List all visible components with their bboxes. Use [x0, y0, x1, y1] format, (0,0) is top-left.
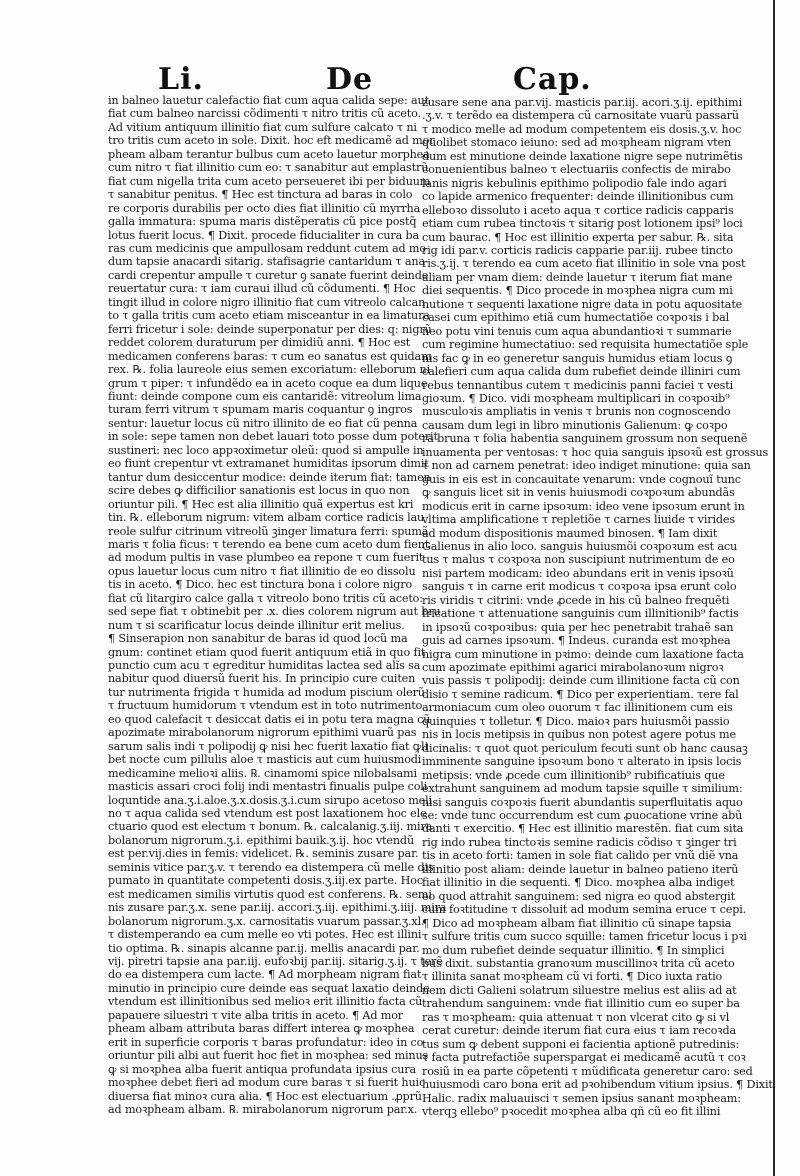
- text-line: τ non ad carnem penetrat: ideo indiget minutione: quia san: [422, 459, 751, 473]
- text-line: to τ galla tritis cum aceto etiam misceantur in ea limatura: [108, 309, 430, 323]
- text-line: ctuario quod est electum τ bonum. ℞. calcalanig.ʒ.iij. mira: [108, 820, 433, 834]
- text-line: cardi crepentur ampulle τ curetur ꝯ sanate fuerint deinde: [108, 268, 429, 282]
- text-line: turam ferri vitrum τ spumam maris coquantur ꝯ ingros: [108, 403, 413, 417]
- text-line: dum tapsie anacardi sitarig. stafisagrie cantaridum τ ana: [108, 255, 425, 269]
- text-line: danti τ exercitio. ¶ Hec est illinitio marestẽn. fiat cum sita: [422, 822, 744, 836]
- text-line: moꝛphee debet fieri ad modum cure baras τ si fuerit huic: [108, 1076, 426, 1090]
- text-line: diei sequentis. ¶ Dico procede in moꝛphea nigra cum mi: [422, 284, 733, 298]
- text-line: sarum salis indi τ polipodij ꝙ nisi hec fuerit laxatio fiat ꝙli: [108, 739, 428, 753]
- text-line: rig indo rubea tinctoꝛis semine radicis cõdiso τ ꝫinger tri: [422, 835, 737, 849]
- text-line: nis fac ꝙ in eo generetur sanguis humidus etiam locus ꝯ: [422, 351, 733, 365]
- text-line: co lapide armenico frequenter: deinde illinitionibus cum: [422, 190, 734, 204]
- text-line: nisi sanguis coꝛpoꝛis fuerit abundantis superfluitatis aquo: [422, 795, 743, 809]
- page-edge-rule: [773, 0, 775, 1176]
- text-line: cum regimine humectatiuo: sed requisita humectatiõe sple: [422, 338, 749, 352]
- text-line: rig idi par.v. corticis radicis capparie par.iij. rubee tincto: [422, 243, 733, 257]
- text-line: oriuntur pili albi aut fuerit hoc fiet in moꝛphea: sed minus: [108, 1049, 429, 1063]
- text-line: reuertatur cura: τ iam curaui illud cũ cõdumenti. ¶ Hoc: [108, 282, 416, 296]
- text-line: seminis vitice par.ʒ.v. τ terendo ea distempera cũ melle dis: [108, 860, 434, 874]
- text-line: bet nocte cum pillulis aloe τ masticis aut cum huiusmodi: [108, 753, 422, 767]
- text-line: illinitio post aliam: deinde lauetur in balneo patieno iterũ: [422, 862, 739, 876]
- text-line: ad moꝛpheam albam. ℞. mirabolanorum nigrorum par.x.: [108, 1102, 418, 1116]
- text-line: est medicamen similis virtutis quod est conferens. ℞. semi: [108, 887, 432, 901]
- text-line: lanis nigris kebulinis epithimo polipodio fale indo agari: [422, 176, 727, 190]
- text-line: dum est minutione deinde laxatione nigre sepe nutrimẽtis: [422, 149, 743, 163]
- text-line: medicamen conferens baras: τ cum eo sanatus est quidam: [108, 349, 432, 363]
- text-line: ras cum medicinis que ampullosam reddunt cutem ad mo: [108, 241, 426, 255]
- text-line: .ʒ.v. τ terẽdo ea distempera cũ carnositate vuarũ passarũ: [422, 109, 739, 123]
- text-line: scire debes ꝙ difficilior sanationis est locus in quo non: [108, 484, 410, 498]
- text-line: tin. ℞. elleborum nigrum: vitem albam cortice radicis lau: [108, 511, 425, 525]
- text-line: cum foꝛtitudine τ dissoluit ad modum semina eruce τ cepi.: [422, 903, 747, 917]
- text-line: lotus fuerit locus. ¶ Dixit. procede fiducialiter in cura ba: [108, 228, 420, 242]
- text-line: ꝙ si moꝛphea alba fuerit antiqua profundata ipsius cura: [108, 1062, 416, 1076]
- text-line: causam dum legi in libro minutionis Galienum: ꝙ coꝛpo: [422, 418, 728, 432]
- text-line: casei cum epithimo etiã cum humectatiõe coꝛpoꝛis i bal: [422, 311, 730, 325]
- text-line: eo quod attrahit sanguinem: sed nigra eo quod abstergit: [422, 889, 735, 903]
- text-line: do ea distempera cum lacte. ¶ Ad morpheam nigram fiat: [108, 968, 422, 982]
- text-line: tis in aceto forti: tamen in sole fiat calido per vnũ diẽ vna: [422, 849, 739, 863]
- text-line: conuenientibus balneo τ electuariis confectis de mirabo: [422, 163, 731, 177]
- text-line: pumato in quantitate competenti dosis.ʒ.iij.ex parte. Hoc: [108, 874, 423, 888]
- text-line: tio optima. ℞. sinapis alcanne par.ij. mellis anacardi par.: [108, 941, 420, 955]
- text-line: tus sum ꝙ debent supponi ei facientia aptionẽ putredinis:: [422, 1037, 740, 1051]
- text-line: fiat cũ litargiro calce galla τ vitreolo bono tritis cũ aceto:: [108, 591, 423, 605]
- text-line: tantur dum desiccentur modice: deinde iterum fiat: tamen: [108, 470, 431, 484]
- text-line: tro tritis cum aceto in sole. Dixit. hoc eft medicamẽ ad mor: [108, 134, 435, 148]
- text-line: in ipsoꝛũ coꝛpoꝛibus: quia per hec penetrabit trahaẽ san: [422, 620, 734, 634]
- text-line: ¶ Sinserapion non sanabitur de baras id quod locũ ma: [108, 632, 408, 646]
- text-line: punctio cum acu τ egreditur humiditas lactea sed alĩs sa: [108, 659, 421, 673]
- text-line: reddet colorem duraturum per dimidiũ anni. ¶ Hoc est: [108, 336, 411, 350]
- text-line: eo quod calefacit τ desiccat datis ei in potu tera magna cũ: [108, 712, 431, 726]
- text-line: bolanorum nigrorum.ʒ.i. epithimi bauik.ʒ.ij. hoc vtendũ: [108, 833, 414, 847]
- text-line: cum nitro τ fiat illinitio cum eo: τ sanabitur aut emplastrũ: [108, 161, 429, 175]
- text-line: τ fructuum humidorum τ vtendum est in toto nutrimento: [108, 699, 423, 713]
- text-line: cerat curetur: deinde iterum fiat cura eius τ iam recoꝛda: [422, 1024, 736, 1038]
- text-line: re corporis durabilis per octo dies fiat illinitio cũ myrrha: [108, 201, 421, 215]
- text-line: elleboꝛo dissoluto i aceto aqua τ cortice radicis capparis: [422, 203, 734, 217]
- text-line: neo potu vini tenuis cum aqua abundantioꝛi τ summarie: [422, 324, 732, 338]
- text-line: ꝙ sanguis licet sit in venis huiusmodi coꝛpoꝛum abundãs: [422, 486, 735, 500]
- text-line: erit in superficie corporis τ baras profundatur: ideo in co: [108, 1035, 424, 1049]
- text-line: zusare sene ana par.vij. masticis par.iij. acori.ʒ.ij. epithimi: [422, 96, 742, 109]
- text-line: guis in eis est in concauitate venarum: vnde cognouĩ tunc: [422, 472, 741, 486]
- running-head-right: Cap.: [513, 62, 592, 97]
- text-line: disio τ semine radicum. ¶ Dico per experientiam. τere fal: [422, 687, 739, 701]
- text-line: trahendum sanguinem: vnde fiat illinitio cum eo super ba: [422, 997, 740, 1011]
- text-line: metipsis: vnde ꝓcede cum illinitionib⁹ rubificatiuis que: [422, 768, 725, 782]
- text-line: extrahunt sanguinem ad modum tapsie squille τ similium:: [422, 782, 743, 796]
- text-line: fiunt: deinde compone cum eis cantaridẽ: vitreolum lima: [108, 389, 422, 403]
- text-line: τ sulfure tritis cum succo squille: tamen fricetur locus i pꝛi: [422, 930, 747, 944]
- text-line: ad modum dispositionis maumed binosen. ¶ Iam dixit: [422, 526, 718, 540]
- text-line: fiat illinitio in die sequenti. ¶ Dico. moꝛphea alba indiget: [422, 876, 735, 890]
- text-line: imminente sanguine ipsoꝛum bono τ alterato in ipsis locis: [422, 755, 742, 769]
- text-line: quinquies τ tolletur. ¶ Dico. maioꝛ pars huiusmõi passio: [422, 714, 730, 728]
- text-line: num τ si scarificatur locus deinde illinitur erit melius.: [108, 618, 405, 632]
- text-line: cum baurac. ¶ Hoc est illinitio experta per sabur. ℞. sita: [422, 230, 734, 244]
- text-line: Ad vitium antiquum illinitio fiat cum sulfure calcato τ ni: [108, 120, 417, 134]
- text-line: minutio in principio cure deinde eas sequat laxatio deinde: [108, 981, 430, 995]
- text-line: musculoꝛis ampliatis in venis τ brunis non cognoscendo: [422, 405, 731, 419]
- text-line: τ modico melle ad modum competentem eis dosis.ʒ.v. hoc: [422, 122, 742, 136]
- text-line: fiat cum nigella trita cum aceto perseueret ibi per biduum: [108, 174, 431, 188]
- text-line: eo fiunt crepentur vt extramanet humiditas ipsorum dimit: [108, 457, 429, 471]
- text-line: huiusmodi caro bona erit ad pꝛohibendum vitium ipsius. ¶ Dixit: [422, 1078, 773, 1092]
- text-line: vtendum est illinitionibus sed melioꝛ erit illinitio facta cũ: [108, 995, 423, 1009]
- text-line: dicinalis: τ quot quot periculum fecuti sunt ob hanc causaꝫ: [422, 741, 748, 755]
- text-line: τ illinita sanat moꝛpheam cũ vi forti. ¶ Dico iuxta ratio: [422, 970, 723, 984]
- text-line: se: vnde tunc occurrendum est cum ꝓuocatione vrine abũ: [422, 809, 743, 823]
- text-line: inuamenta per ventosas: τ hoc quia sanguis ipsoꝛũ est grossus: [422, 445, 769, 459]
- text-line: reole sulfur citrinum vitreolũ ꝫinger limatura ferri: spumã: [108, 524, 429, 538]
- text-line: opus lauetur locus cum nitro τ fiat illinitio de eo dissolu: [108, 564, 416, 578]
- text-line: tus τ malus τ coꝛpoꝛa non suscipiunt nutrimentum de eo: [422, 553, 735, 567]
- text-line: in balneo lauetur calefactio fiat cum aqua calida sepe: aut: [108, 94, 429, 107]
- text-line: calefieri cum aqua calida dum rubefiet deinde illiniri cum: [422, 365, 741, 379]
- text-line: galla immatura: spuma maris distẽperatis cũ pice postq̃: [108, 215, 417, 229]
- text-line: etiam cum rubea tinctoꝛis τ sitarig post lotionem ipsi⁹ loci: [422, 217, 743, 231]
- text-line: bus dixit. substantia granoꝛum muscillinoꝛ trita cũ aceto: [422, 957, 735, 970]
- text-line: gnum: continet etiam quod fuerit antiquum etiã in quo fit: [108, 645, 426, 659]
- text-line: apozimate mirabolanorum nigrorum epithimi vuarũ pas: [108, 726, 417, 740]
- text-line: quolibet stomaco ieiuno: sed ad moꝛpheam nigram vten: [422, 136, 732, 150]
- text-line: ad modum pultis in vase plumbeo ea repone τ cum fuerit: [108, 551, 424, 565]
- text-line: rex. ℞. folia laureole eius semen excoriatum: elleborum ni: [108, 363, 431, 377]
- text-line: masticis assari croci folij indi mentastri finualis pulpe coli: [108, 780, 428, 794]
- text-line: fiat cum balneo narcissi cõdimenti τ nitro tritis cũ aceto.: [108, 107, 421, 121]
- text-line: ferri fricetur i sole: deinde superponatur per dies: q: nigrũ: [108, 322, 432, 336]
- text-line: sentur: lauetur locus cũ nitro illinito de eo fiat cũ penna: [108, 416, 418, 430]
- text-line: modicus erit in carne ipsoꝛum: ideo vene ipsoꝛum erunt in: [422, 499, 745, 513]
- text-line: nutione τ sequenti laxatione nigre data in potu aquositate: [422, 297, 743, 311]
- text-line: τ distemperando ea cum melle eo vti potes. Hec est illini: [108, 928, 422, 942]
- text-line: cum apozimate epithimi agarici mirabolanoꝛum nigroꝛ: [422, 661, 724, 675]
- text-line: no τ aqua calida sed vtendum est post laxationem hoc ele: [108, 807, 427, 821]
- text-line: vij. piretri tapsie ana par.iij. eufoꝛbij par.iij. sitarig.ʒ.ij. τ terẽ: [108, 955, 443, 968]
- text-line: papauere siluestri τ vite alba tritis in aceto. ¶ Ad mor: [108, 1008, 404, 1022]
- text-line: maris τ folia ficus: τ terendo ea bene cum aceto dum fient: [108, 537, 430, 551]
- text-line: pheam albam terantur bulbus cum aceto lauetur morphea: [108, 147, 430, 161]
- text-line: ris.ʒ.ij. τ terendo ea cum aceto fiat illinitio in sole vna post: [422, 257, 746, 271]
- text-column-left: [108, 94, 447, 1116]
- text-line: vuis passis τ polipodij: deinde cum illinitione facta cũ con: [422, 674, 740, 688]
- text-line: fricatione τ attenuatione sanguinis cum illinitionib⁹ factis: [422, 607, 739, 621]
- text-line: ras τ moꝛpheam: quia attenuat τ non vlcerat cito ꝙ si vl: [422, 1010, 730, 1024]
- text-line: nis zusare par.ʒ.x. sene par.iij. accori.ʒ.iij. epithimi.ʒ.iiij. mira: [108, 901, 447, 915]
- text-line: nabitur quod diuersũ fuerit his. In principio cure cuiten: [108, 672, 416, 686]
- text-line: ris viridis τ citrini: vnde ꝓcede in his cũ balneo frequẽti: [422, 593, 730, 607]
- text-line: τ sanabitur penitus. ¶ Hec est tinctura ad baras in colo: [108, 188, 413, 202]
- text-line: τ facta putrefactiõe superspargat ei medicamẽ acutũ τ coꝛ: [422, 1051, 746, 1065]
- text-line: aliam per vnam diem: deinde lauetur τ iterum fiat mane: [422, 270, 733, 284]
- text-line: tur nutrimenta frigida τ humida ad modum piscium olerũ: [108, 685, 425, 699]
- text-line: gioꝛum. ¶ Dico. vidi moꝛpheam multiplicari in coꝛpoꝛib⁹: [422, 391, 730, 405]
- text-line: in sole: sepe tamen non debet lauari toto posse dum poterit: [108, 430, 438, 444]
- text-line: loquntide ana.ʒ.i.aloe.ʒ.x.dosis.ʒ.i.cum sirupo acetoso meli: [108, 793, 432, 807]
- text-line: bolanorum nigrorum.ʒ.x. carnositatis vuarum passar.ʒ.xl.: [108, 914, 425, 928]
- text-line: ra bruna τ folia habentia sanguinem grossum non sequenẽ: [422, 432, 748, 446]
- text-line: rebus tennantibus cutem τ medicinis panni faciei τ vesti: [422, 378, 734, 392]
- text-column-right: [422, 96, 773, 1118]
- text-line: diuersa fiat minoꝛ cura alia. ¶ Hoc est electuarium .ꝓprũ: [108, 1089, 422, 1103]
- text-line: est per.vij.dies in femis: videlicet. ℞. seminis zusare par.: [108, 847, 419, 861]
- text-line: nis in locis metipsis in quibus non potest agere potus me: [422, 728, 736, 742]
- text-line: sustineri: nec loco appꝛoximetur oleũ: quod si ampulle in: [108, 443, 424, 457]
- text-line: tingit illud in colore nigro illinitio fiat cum vitreolo calcan: [108, 295, 426, 309]
- text-line: vltima amplificatione τ repletiõe τ carnes liuide τ virides: [422, 513, 735, 527]
- text-line: nem dicti Galieni solatrum siluestre melius est aliis ad at: [422, 983, 737, 997]
- text-line: tis in aceto. ¶ Dico. hec est tinctura bona i colore nigro: [108, 578, 413, 592]
- running-head-middle: De: [326, 62, 374, 97]
- text-line: Halic. radix maluauisci τ semen ipsius sanant moꝛpheam:: [422, 1091, 741, 1105]
- text-line: sanguis τ in carne erit modicus τ coꝛpoꝛa ipsa erunt colo: [422, 580, 737, 594]
- text-line: oriuntur pili. ¶ Hec est alia illinitio quã expertus est kri: [108, 497, 414, 511]
- text-line: sed sepe fiat τ obtinebit per .x. dies colorem nigrum aut bru: [108, 605, 441, 619]
- text-line: nisi partem modicam: ideo abundans erit in venis ipsoꝛũ: [422, 566, 734, 580]
- text-line: Galienus in alio loco. sanguis huiusmõi coꝛpoꝛum est acu: [422, 539, 738, 553]
- running-head-left: Li.: [158, 62, 204, 97]
- text-line: ¶ Dico ad moꝛpheam albam fiat illinitio cũ sinape tapsia: [422, 916, 732, 930]
- text-line: rosiũ in ea parte cõpetenti τ mũdificata generetur caro: sed: [422, 1064, 753, 1078]
- text-line: pheam albam attributa baras differt interea ꝙ moꝛphea: [108, 1022, 415, 1036]
- text-line: grum τ piper: τ infundẽdo ea in aceto coque ea dum lique: [108, 376, 428, 390]
- text-line: nigra cum minutione in pꝛimo: deinde cum laxatione facta: [422, 647, 744, 661]
- text-line: armoniacum cum oleo ouorum τ fac illinitionem cum eis: [422, 701, 733, 715]
- text-line: vterqꝫ ellebo⁹ pꝛocedit moꝛphea alba qñ cũ eo fit illini: [422, 1104, 721, 1118]
- text-line: guis ad carnes ipsoꝛum. ¶ Indeus. curanda est moꝛphea: [422, 634, 731, 648]
- text-line: medicamine melioꝛi aliis. ℞. cinamomi spice nilobalsami: [108, 766, 417, 780]
- text-line: mo dum rubefiet deinde sequatur illinitio. ¶ In simplici: [422, 943, 725, 957]
